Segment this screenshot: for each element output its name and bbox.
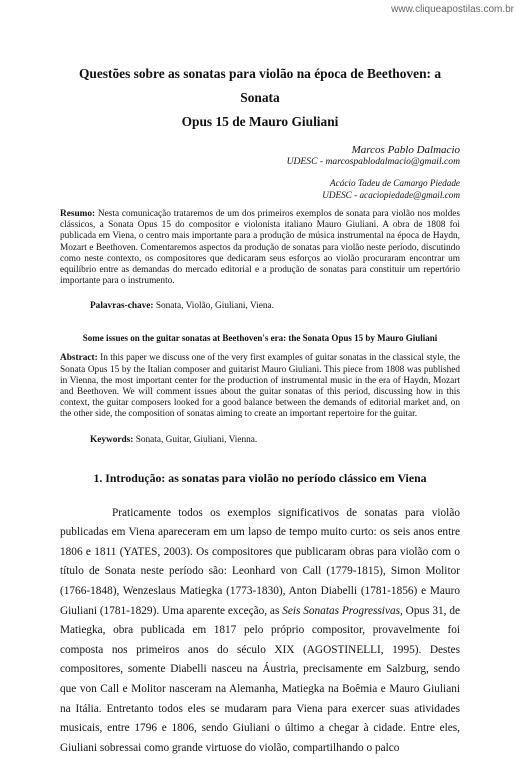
palavras-chave-label: Palavras-chave: — [90, 301, 154, 312]
author-1-affiliation: UDESC - marcospablodalmacio@gmail.com — [286, 156, 460, 167]
author-1 — [60, 144, 460, 168]
keywords-text: Sonata, Guitar, Giuliani, Vienna. — [133, 434, 258, 445]
resumo-label: Resumo: — [60, 209, 96, 219]
abstract-label: Abstract: — [60, 353, 98, 364]
author-1-name: Marcos Pablo Dalmacio — [351, 144, 460, 156]
abstract-paragraph — [60, 353, 460, 420]
body-paragraph — [60, 504, 460, 758]
author-2 — [60, 177, 460, 201]
resumo-paragraph — [60, 209, 460, 287]
author-2-affiliation: UDESC - acaciopiedade@gmail.com — [322, 190, 460, 200]
watermark-url: www.cliqueapostilas.com.br — [391, 4, 514, 15]
abstract-text: In this paper we discuss one of the very first examples of guitar sonatas in the classical style, the Sonata Opus 15 by the Italian composer and guitarist Mauro Giuliani. This piece from 1808 was published in Vienna, the most important center for the production of instrumental music in the era of Haydn, Mozart and Beethoven. We will comment issues about the guitar sonatas of this period, discussing how in this context, the guitar composers looked for a good balance between the demands of editorial market and, on the other side, the composition of sonatas aiming to create an important repertoire for the guitar. — [60, 353, 460, 420]
author-2-name: Acácio Tadeu de Camargo Piedade — [330, 178, 460, 188]
palavras-chave-text: Sonata, Violão, Giuliani, Viena. — [153, 301, 274, 312]
paper-page — [60, 62, 460, 758]
body-italic-title: Seis Sonatas Progressivas, — [282, 604, 403, 617]
section-title: 1. Introdução: as sonatas para violão no período clássico em Viena — [93, 470, 427, 485]
keywords-label: Keywords: — [90, 434, 134, 445]
body-text-part-2: Opus 31, de Matiegka, obra publicada em 1817 pelo próprio compositor, provavelmente foi composta nos primeiros anos do século XIX (AGOSTINELLI, 1995). Destes compositores, somente Diabelli nasceu na Áustria, precisamente em Salzburg, sendo que von Call e Molitor nasceram na Alemanha, Matiegka na Boêmia e Mauro Giuliani na Itália. Entretanto todos eles se mudaram para Viena para exercer suas atividades musicais, entre 1796 e 1806, sendo Giuliani o último a chegar à cidade. Entre eles, Giuliani sobressai como grande virtuose do violão, compartilhando o palco — [60, 604, 460, 754]
resumo-text: Nesta comunicação trataremos de um dos primeiros exemplos de sonata para violão nos moldes clássicos, a Sonata Opus 15 do compositor e violonista italiano Mauro Giuliani. A obra de 1808 foi publicada em Viena, o centro mais importante para a produção de música instrumental na época de Haydn, Mozart e Beethoven. Comentaremos aspectos da produção de sonatas para violão neste período, discutindo como neste contexto, os compositores que dedicaram seus esforços ao violão procuraram encontrar um equilíbrio entre as demandas do mercado editorial e a produção de sonatas para constituir um repertório importante para o instrumento. — [60, 209, 460, 287]
body-text-part-1: Praticamente todos os exemplos significativos de sonatas para violão publicadas em Viena apareceram em um lapso de tempo muito curto: os seis anos entre 1806 e 1811 (YATES, 2003). Os compositores que publicaram obras para violão com o título de Sonata neste período são: Leonhard von Call (1779-1815), Simon Molitor (1766-1848), Wenzeslaus Matiegka (1773-1830), Anton Diabelli (1781-1856) e Mauro Giuliani (1781-1829). Uma aparente exceção, as — [60, 506, 460, 617]
paper-title-line-1: Questões sobre as sonatas para violão na época de Beethoven: a Sonata — [78, 66, 442, 105]
palavras-chave — [90, 301, 460, 311]
paper-title — [60, 62, 460, 134]
paper-title-line-2: Opus 15 de Mauro Giuliani — [181, 114, 339, 129]
keywords — [90, 435, 460, 445]
english-title: Some issues on the guitar sonatas at Beethoven's era: the Sonata Opus 15 by Mauro Giuliani — [82, 333, 438, 344]
